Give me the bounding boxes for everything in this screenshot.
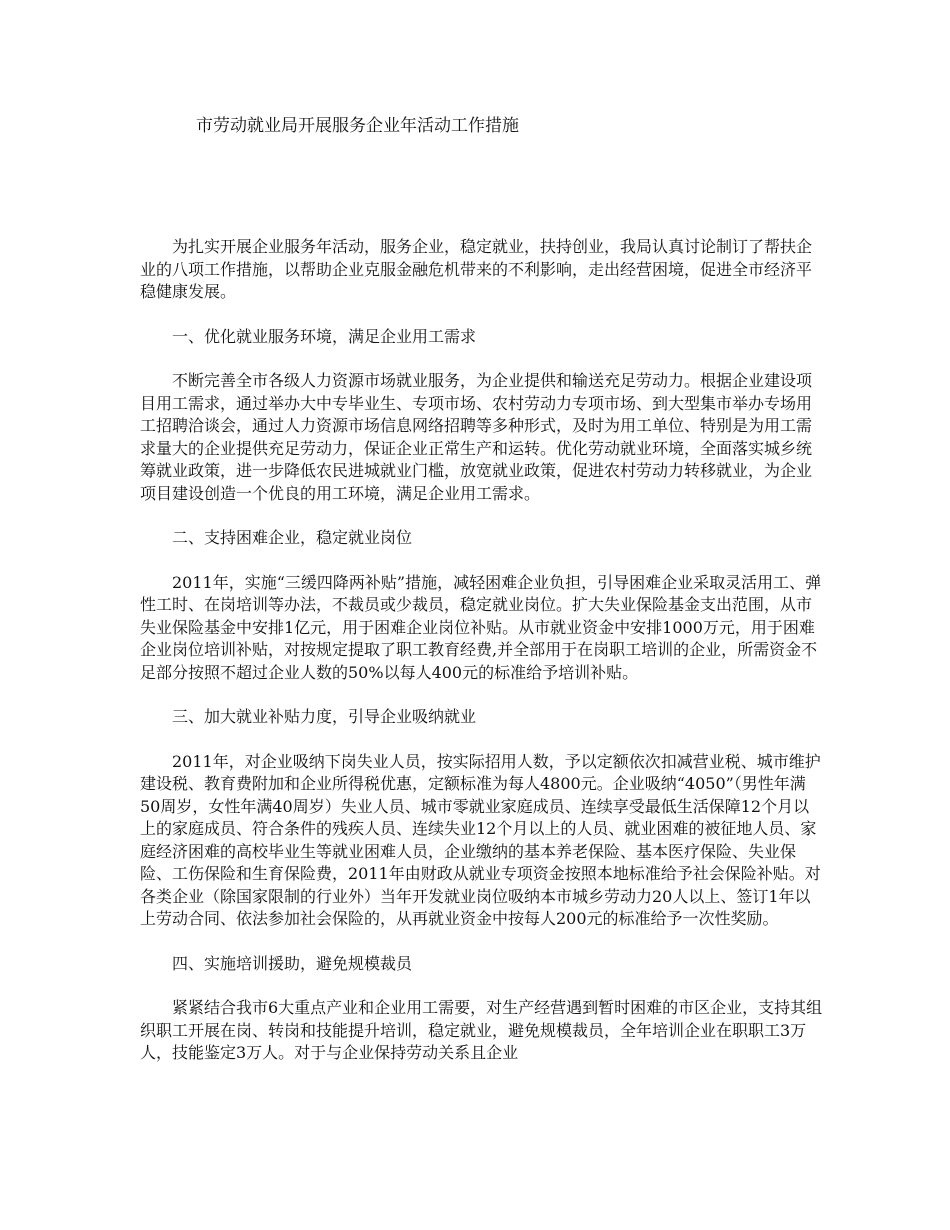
intro-paragraph: 为扎实开展企业服务年活动，服务企业，稳定就业，扶持创业，我局认真讨论制订了帮扶企业的八项工作措施，以帮助企业克服金融危机带来的不利影响，走出经营困境，促进全市经济平稳健康发展。 [140,237,813,301]
section-heading-3: 三、加大就业补贴力度，引导企业吸纳就业 [172,707,477,726]
section-heading-2: 二、支持困难企业，稳定就业岗位 [172,528,413,547]
section-paragraph-4: 紧紧结合我市6大重点产业和企业用工需要，对生产经营遇到暂时困难的市区企业，支持其组织职工开展在岗、转岗和技能提升培训，稳定就业，避免规模裁员，全年培训企业在职职工3万人，技能鉴定3万人。对于与企业保持劳动关系且企业 [140,998,823,1062]
section-paragraph-3: 2011年，对企业吸纳下岗失业人员，按实际招用人数，予以定额依次扣减营业税、城市维护建设税、教育费附加和企业所得税优惠，定额标准为每人4800元。企业吸纳“4050”（男性年满50周岁，女性年满40周岁）失业人员、城市零就业家庭成员、连续享受最低生活保障12个月以上的家庭成员、符合条件的残疾人员、连续失业12个月以上的人员、就业困难的被征地人员、家庭经济困难的高校毕业生等就业困难人员，企业缴纳的基本养老保险、基本医疗保险、失业保险、工伤保险和生育保险费，2011年由财政从就业专项资金按照本地标准给予社会保险补贴。对各类企业（除国家限制的行业外）当年开发就业岗位吸纳本市城乡劳动力20人以上、签订1年以上劳动合同、依法参加社会保险的，从再就业资金中按每人200元的标准给予一次性奖励。 [140,751,821,928]
section-heading-1: 一、优化就业服务环境，满足企业用工需求 [172,326,477,346]
section-paragraph-1: 不断完善全市各级人力资源市场就业服务，为企业提供和输送充足劳动力。根据企业建设项目用工需求，通过举办大中专毕业生、专项市场、农村劳动力专项市场、到大型集市举办专场用工招聘洽谈会，通过人力资源市场信息网络招聘等多种形式，及时为用工单位、特别是为用工需求量大的企业提供充足劳动力，保证企业正常生产和运转。优化劳动就业环境，全面落实城乡统筹就业政策，进一步降低农民进城就业门槛，放宽就业政策，促进农村劳动力转移就业，为企业项目建设创造一个优良的用工环境，满足企业用工需求。 [140,371,813,503]
section-paragraph-2: 2011年，实施“三缓四降两补贴”措施，减轻困难企业负担，引导困难企业采取灵活用工、弹性工时、在岗培训等办法，不裁员或少裁员，稳定就业岗位。扩大失业保险基金支出范围，从市失业保险基金中安排1亿元，用于困难企业岗位补贴。从市就业资金中安排1000万元，用于困难企业岗位培训补贴，对按规定提取了职工教育经费,并全部用于在岗职工培训的企业，所需资金不足部分按照不超过企业人数的50%以每人400元的标准给予培训补贴。 [140,572,822,682]
section-heading-4: 四、实施培训援助，避免规模裁员 [172,953,413,973]
document-title: 市劳动就业局开展服务企业年活动工作措施 [196,116,519,136]
document-body [140,236,825,1065]
